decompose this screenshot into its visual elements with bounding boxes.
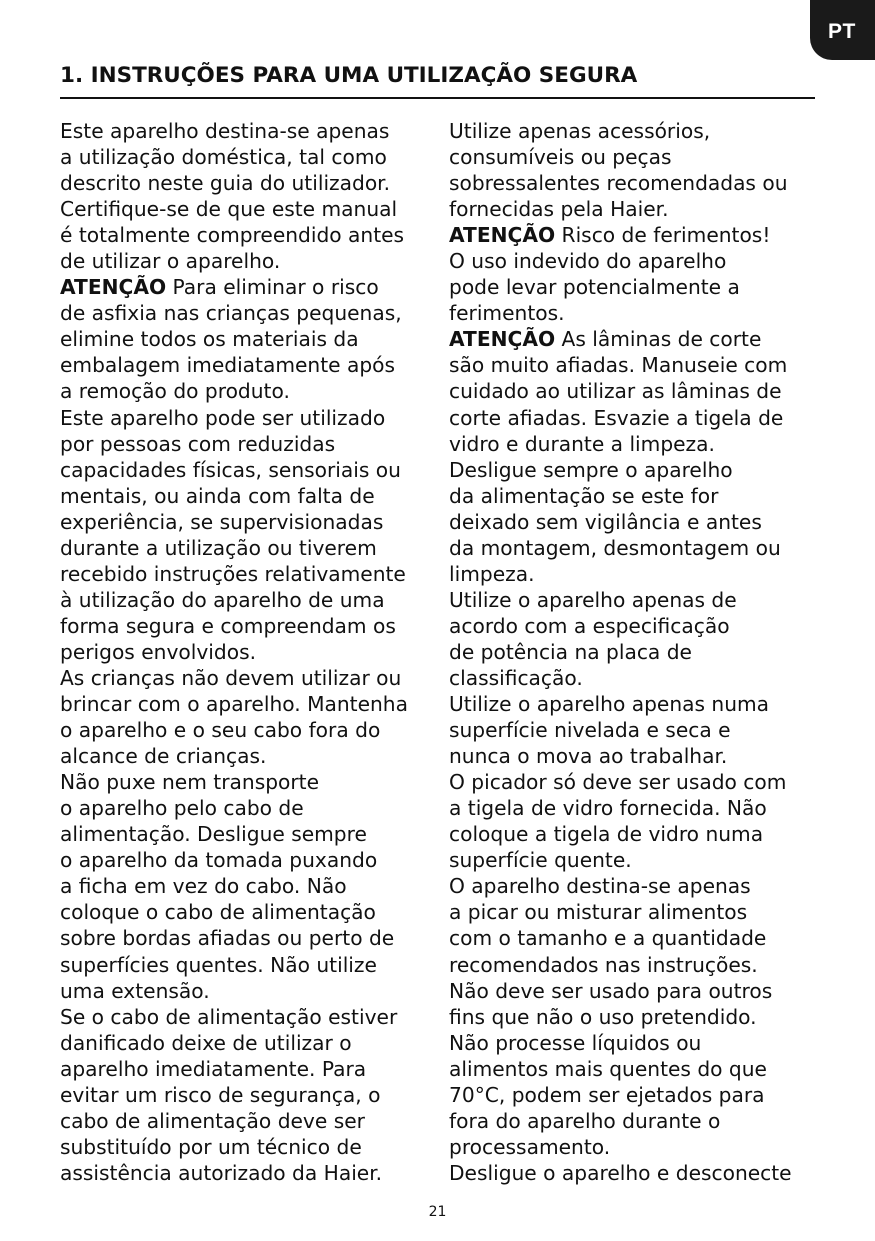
text-line <box>449 587 834 613</box>
line-text: Este aparelho pode ser utilizado <box>60 405 386 430</box>
line-text: alimentos mais quentes do que <box>449 1056 767 1081</box>
line-text: deixado sem vigilância e antes <box>449 509 762 534</box>
line-text: de potência na placa de <box>449 639 692 664</box>
text-line <box>449 378 834 404</box>
language-tab <box>810 0 875 60</box>
text-line <box>60 561 445 587</box>
line-text: é totalmente compreendido antes <box>60 223 405 248</box>
line-text: superfície nivelada e seca e <box>449 718 731 743</box>
text-line <box>449 274 834 300</box>
text-line <box>449 405 834 431</box>
line-text: fora do aparelho durante o <box>449 1108 721 1133</box>
text-line <box>449 952 834 978</box>
right-column <box>449 118 834 1186</box>
text-line <box>449 170 834 196</box>
line-text: a picar ou misturar alimentos <box>449 900 748 925</box>
line-text: o aparelho e o seu cabo fora do <box>60 718 381 743</box>
line-text: classificação. <box>449 665 583 690</box>
text-line <box>449 873 834 899</box>
line-text: coloque a tigela de vidro numa <box>449 822 764 847</box>
text-line <box>449 639 834 665</box>
text-line <box>60 717 445 743</box>
line-text: coloque o cabo de alimentação <box>60 900 376 925</box>
text-line <box>60 196 445 222</box>
text-line <box>449 743 834 769</box>
line-text: Utilize o aparelho apenas numa <box>449 692 770 717</box>
line-text: a ficha em vez do cabo. Não <box>60 874 347 899</box>
text-line <box>60 483 445 509</box>
text-line <box>60 457 445 483</box>
line-text: 70°C, podem ser ejetados para <box>449 1082 765 1107</box>
line-text: embalagem imediatamente após <box>60 353 396 378</box>
line-text: limpeza. <box>449 561 535 586</box>
text-line <box>449 457 834 483</box>
text-line <box>60 431 445 457</box>
text-line <box>60 847 445 873</box>
line-text: O picador só deve ser usado com <box>449 770 787 795</box>
text-line <box>60 222 445 248</box>
text-line <box>60 795 445 821</box>
line-text: O uso indevido do aparelho <box>449 249 727 274</box>
text-line <box>60 144 445 170</box>
text-line <box>449 326 834 352</box>
line-text: Não processe líquidos ou <box>449 1030 702 1055</box>
line-text: forma segura e compreendam os <box>60 613 396 638</box>
line-text: substituído por um técnico de <box>60 1134 362 1159</box>
line-text: Utilize o aparelho apenas de <box>449 587 737 612</box>
line-text: aparelho imediatamente. Para <box>60 1056 367 1081</box>
text-line <box>449 847 834 873</box>
line-text: Não puxe nem transporte <box>60 770 320 795</box>
text-line <box>60 1082 445 1108</box>
line-text: evitar um risco de segurança, o <box>60 1082 381 1107</box>
line-text: cabo de alimentação deve ser <box>60 1108 365 1133</box>
text-line <box>449 535 834 561</box>
line-text: assistência autorizado da Haier. <box>60 1160 383 1185</box>
line-text: de utilizar o aparelho. <box>60 249 281 274</box>
line-text: nunca o mova ao trabalhar. <box>449 744 728 769</box>
text-line <box>449 1082 834 1108</box>
text-line <box>60 639 445 665</box>
line-text: cuidado ao utilizar as lâminas de <box>449 379 782 404</box>
line-text: danificado deixe de utilizar o <box>60 1030 352 1055</box>
line-text: consumíveis ou peças <box>449 145 672 170</box>
text-line <box>449 118 834 144</box>
line-text: Utilize apenas acessórios, <box>449 119 711 143</box>
line-text: Certifique-se de que este manual <box>60 197 398 222</box>
text-line <box>60 274 445 300</box>
line-text: são muito afiadas. Manuseie com <box>449 353 788 378</box>
text-line <box>60 769 445 795</box>
text-line <box>60 378 445 404</box>
text-line <box>60 248 445 274</box>
text-line <box>60 405 445 431</box>
text-line <box>60 691 445 717</box>
line-text: a tigela de vidro fornecida. Não <box>449 796 767 821</box>
line-text: Risco de ferimentos! <box>555 223 771 248</box>
line-text: alcance de crianças. <box>60 744 267 769</box>
line-text: a remoção do produto. <box>60 379 290 404</box>
line-text: a utilização doméstica, tal como <box>60 145 387 170</box>
line-text: ferimentos. <box>449 301 565 326</box>
line-text: fins que não o uso pretendido. <box>449 1004 757 1029</box>
line-text: Este aparelho destina-se apenas <box>60 119 390 143</box>
line-text: mentais, ou ainda com falta de <box>60 483 375 508</box>
text-line <box>449 821 834 847</box>
text-line <box>60 1056 445 1082</box>
warning-label: ATENÇÃO <box>449 223 556 248</box>
line-text: brincar com o aparelho. Mantenha <box>60 692 408 717</box>
line-text: Não deve ser usado para outros <box>449 978 773 1003</box>
text-line <box>449 222 834 248</box>
text-line <box>60 925 445 951</box>
text-line <box>449 665 834 691</box>
line-text: O aparelho destina-se apenas <box>449 874 751 899</box>
text-line <box>60 352 445 378</box>
line-text: processamento. <box>449 1134 611 1159</box>
text-line <box>60 952 445 978</box>
text-line <box>60 118 445 144</box>
warning-label: ATENÇÃO <box>449 327 556 352</box>
line-text: elimine todos os materiais da <box>60 327 359 352</box>
text-line <box>449 1108 834 1134</box>
text-line <box>60 899 445 925</box>
line-text: Desligue sempre o aparelho <box>449 457 733 482</box>
left-column <box>60 118 445 1186</box>
language-code: PT <box>828 20 856 43</box>
line-text: à utilização do aparelho de uma <box>60 587 385 612</box>
text-line <box>449 899 834 925</box>
section-title: 1. INSTRUÇÕES PARA UMA UTILIZAÇÃO SEGURA <box>60 63 638 88</box>
text-line <box>449 196 834 222</box>
text-line <box>449 248 834 274</box>
page-number: 21 <box>428 1204 447 1220</box>
line-text: sobressalentes recomendadas ou <box>449 171 788 196</box>
text-line <box>60 1160 445 1186</box>
line-text: Desligue o aparelho e desconecte <box>449 1160 792 1185</box>
text-line <box>60 509 445 535</box>
line-text: superfície quente. <box>449 848 632 873</box>
line-text: por pessoas com reduzidas <box>60 431 336 456</box>
line-text: fornecidas pela Haier. <box>449 197 669 222</box>
text-line <box>60 1030 445 1056</box>
text-line <box>60 743 445 769</box>
line-text: perigos envolvidos. <box>60 639 257 664</box>
line-text: pode levar potencialmente a <box>449 275 740 300</box>
title-divider <box>60 97 815 99</box>
text-line <box>60 170 445 196</box>
text-line <box>60 665 445 691</box>
line-text: acordo com a especificação <box>449 613 730 638</box>
line-text: As lâminas de corte <box>555 327 762 352</box>
line-text: As crianças não devem utilizar ou <box>60 665 402 690</box>
line-text: capacidades físicas, sensoriais ou <box>60 457 401 482</box>
text-line <box>60 326 445 352</box>
text-line <box>60 873 445 899</box>
text-line <box>60 1004 445 1030</box>
text-line <box>449 483 834 509</box>
line-text: com o tamanho e a quantidade <box>449 926 767 951</box>
text-line <box>449 769 834 795</box>
line-text: alimentação. Desligue sempre <box>60 822 367 847</box>
line-text: durante a utilização ou tiverem <box>60 535 377 560</box>
text-line <box>449 1004 834 1030</box>
line-text: sobre bordas afiadas ou perto de <box>60 926 395 951</box>
line-text: uma extensão. <box>60 978 210 1003</box>
text-line <box>60 1108 445 1134</box>
text-line <box>60 1134 445 1160</box>
line-text: Para eliminar o risco <box>166 275 379 300</box>
text-line <box>449 1134 834 1160</box>
warning-label: ATENÇÃO <box>60 275 167 300</box>
text-line <box>60 535 445 561</box>
text-line <box>449 1056 834 1082</box>
line-text: descrito neste guia do utilizador. <box>60 171 391 196</box>
line-text: experiência, se supervisionadas <box>60 509 384 534</box>
text-line <box>60 821 445 847</box>
text-line <box>449 717 834 743</box>
line-text: corte afiadas. Esvazie a tigela de <box>449 405 784 430</box>
line-text: Se o cabo de alimentação estiver <box>60 1004 398 1029</box>
text-line <box>60 613 445 639</box>
line-text: vidro e durante a limpeza. <box>449 431 715 456</box>
text-line <box>449 1030 834 1056</box>
line-text: recomendados nas instruções. <box>449 952 758 977</box>
text-line <box>60 587 445 613</box>
text-line <box>449 144 834 170</box>
line-text: o aparelho pelo cabo de <box>60 796 304 821</box>
text-line <box>449 1160 834 1186</box>
text-line <box>449 509 834 535</box>
text-line <box>449 925 834 951</box>
text-line <box>60 300 445 326</box>
text-line <box>449 431 834 457</box>
line-text: de asfixia nas crianças pequenas, <box>60 301 402 326</box>
text-line <box>449 795 834 821</box>
text-line <box>449 300 834 326</box>
line-text: da montagem, desmontagem ou <box>449 535 781 560</box>
line-text: recebido instruções relativamente <box>60 561 406 586</box>
text-line <box>449 613 834 639</box>
text-line <box>449 352 834 378</box>
line-text: superfícies quentes. Não utilize <box>60 952 377 977</box>
line-text: o aparelho da tomada puxando <box>60 848 378 873</box>
text-line <box>60 978 445 1004</box>
line-text: da alimentação se este for <box>449 483 719 508</box>
text-line <box>449 978 834 1004</box>
text-line <box>449 561 834 587</box>
text-line <box>449 691 834 717</box>
